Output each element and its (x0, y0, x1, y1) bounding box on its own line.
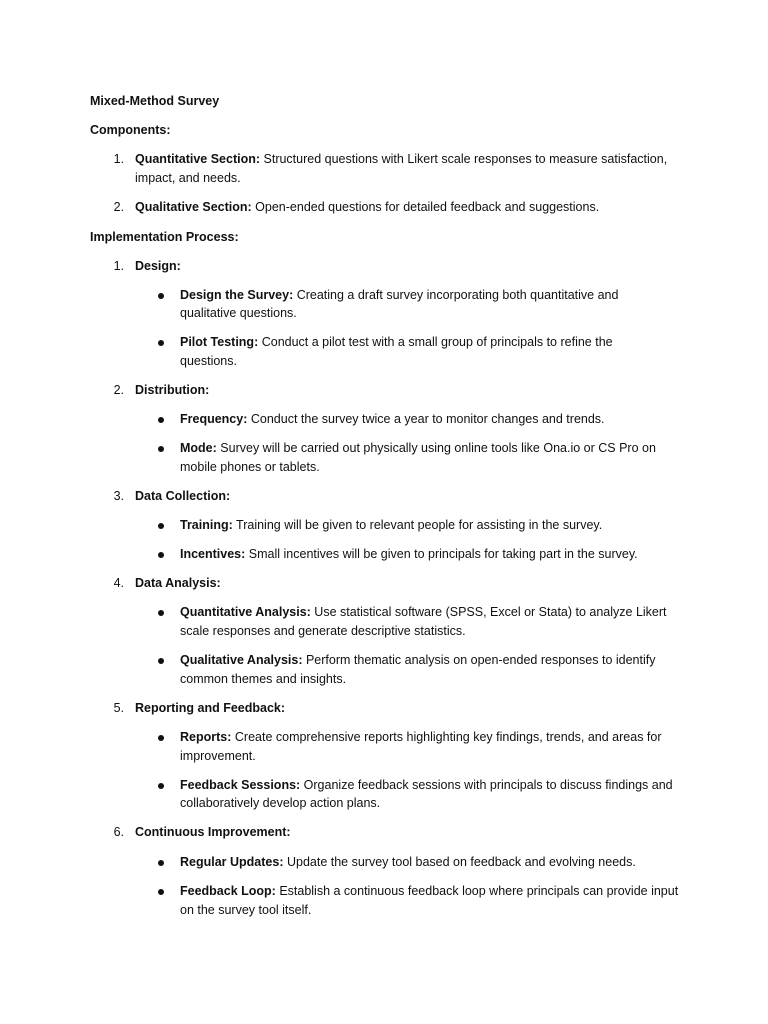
bullet-label: Training: (180, 518, 233, 532)
bullet-item (180, 603, 667, 622)
bullet-text-continued: collaboratively develop action plans. (180, 796, 381, 810)
bullet-text: Perform thematic analysis on open-ended responses to identify (302, 653, 656, 667)
bullet-item (180, 286, 618, 305)
process-heading: Implementation Process: (90, 230, 239, 244)
bullet-icon (158, 552, 164, 558)
bullet-label: Qualitative Analysis: (180, 653, 303, 667)
bullet-icon (158, 340, 164, 346)
bullet-item (180, 439, 656, 458)
components-heading: Components: (90, 123, 171, 137)
item-label: Qualitative Section: (135, 200, 252, 214)
step-title: Design: (135, 259, 181, 273)
bullet-label: Incentives: (180, 547, 246, 561)
bullet-icon (158, 446, 164, 452)
bullet-item (180, 516, 602, 535)
bullet-text: Conduct the survey twice a year to monitor changes and trends. (247, 412, 605, 426)
bullet-text-continued: mobile phones or tablets. (180, 460, 320, 474)
bullet-icon (158, 610, 164, 616)
bullet-text-continued: scale responses and generate descriptive statistics. (180, 624, 466, 638)
bullet-text-continued: common themes and insights. (180, 672, 347, 686)
bullet-label: Frequency: (180, 412, 248, 426)
bullet-text: Use statistical software (SPSS, Excel or Stata) to analyze Likert (310, 605, 667, 619)
item-text: Structured questions with Likert scale responses to measure satisfaction, (260, 152, 668, 166)
bullet-text: Survey will be carried out physically using online tools like Ona.io or CS Pro on (216, 441, 656, 455)
bullet-icon (158, 293, 164, 299)
item-label: Quantitative Section: (135, 152, 261, 166)
step-number: 1. (113, 259, 124, 273)
bullet-text: Creating a draft survey incorporating both quantitative and (293, 288, 619, 302)
item-text: Open-ended questions for detailed feedback and suggestions. (251, 200, 600, 214)
bullet-icon (158, 658, 164, 664)
bullet-item (180, 333, 613, 352)
bullet-label: Mode: (180, 441, 217, 455)
bullet-item (180, 651, 655, 670)
list-item (135, 198, 599, 217)
bullet-item (180, 776, 673, 795)
step-title: Distribution: (135, 383, 210, 397)
step-number: 6. (113, 825, 124, 839)
bullet-text: Small incentives will be given to principals for taking part in the survey. (245, 547, 638, 561)
step-title: Data Collection: (135, 489, 231, 503)
list-item (135, 150, 667, 169)
bullet-item (180, 728, 662, 747)
bullet-text: Training will be given to relevant people for assisting in the survey. (232, 518, 603, 532)
list-number: 1. (113, 152, 124, 166)
bullet-label: Pilot Testing: (180, 335, 259, 349)
bullet-text: Update the survey tool based on feedback and evolving needs. (283, 855, 636, 869)
bullet-text: Organize feedback sessions with principals to discuss findings and (300, 778, 673, 792)
bullet-item (180, 882, 678, 901)
bullet-text: Conduct a pilot test with a small group of principals to refine the (258, 335, 613, 349)
bullet-label: Reports: (180, 730, 232, 744)
bullet-icon (158, 783, 164, 789)
bullet-item (180, 410, 605, 429)
bullet-icon (158, 735, 164, 741)
step-number: 2. (113, 383, 124, 397)
list-number: 2. (113, 200, 124, 214)
step-number: 3. (113, 489, 124, 503)
step-number: 5. (113, 701, 124, 715)
bullet-icon (158, 523, 164, 529)
bullet-text-continued: on the survey tool itself. (180, 903, 312, 917)
bullet-label: Regular Updates: (180, 855, 284, 869)
bullet-label: Feedback Loop: (180, 884, 276, 898)
bullet-icon (158, 889, 164, 895)
bullet-label: Feedback Sessions: (180, 778, 301, 792)
item-text-continued: impact, and needs. (135, 171, 241, 185)
bullet-label: Quantitative Analysis: (180, 605, 311, 619)
bullet-item (180, 545, 638, 564)
bullet-text: Create comprehensive reports highlighting key findings, trends, and areas for (231, 730, 662, 744)
bullet-item (180, 853, 636, 872)
bullet-label: Design the Survey: (180, 288, 294, 302)
bullet-text-continued: improvement. (180, 749, 256, 763)
bullet-text: Establish a continuous feedback loop where principals can provide input (275, 884, 679, 898)
bullet-icon (158, 860, 164, 866)
step-title: Reporting and Feedback: (135, 701, 286, 715)
document-title: Mixed-Method Survey (90, 94, 220, 108)
bullet-text-continued: questions. (180, 354, 237, 368)
bullet-text-continued: qualitative questions. (180, 306, 297, 320)
bullet-icon (158, 417, 164, 423)
step-title: Continuous Improvement: (135, 825, 291, 839)
step-title: Data Analysis: (135, 576, 221, 590)
step-number: 4. (113, 576, 124, 590)
